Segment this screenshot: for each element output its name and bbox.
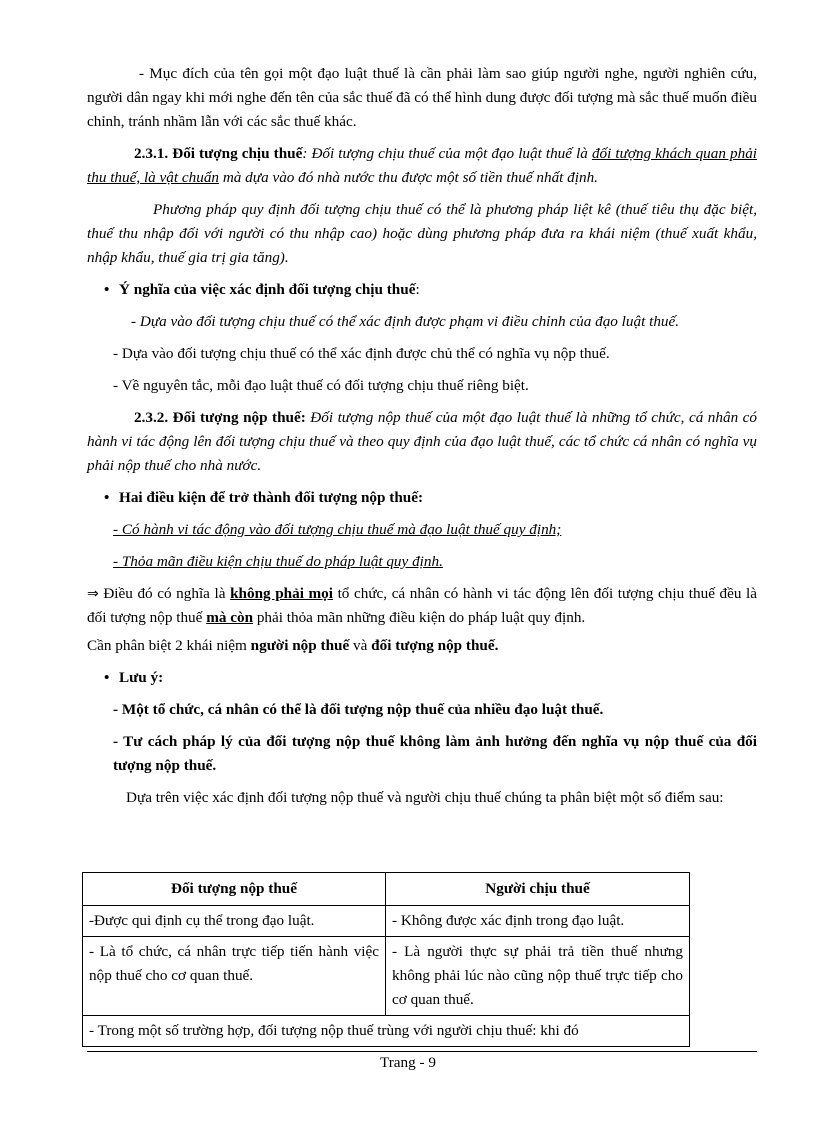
meaning-conclusion: ⇒ Điều đó có nghĩa là không phải mọi tổ chức, cá nhân có hành vi tác động lên đối tượng chịu thuế đều là đối tượng nộp thuế mà còn phải thỏa mãn những điều kiện do pháp luật quy định. xyxy=(87,585,758,626)
table-row xyxy=(83,937,690,1016)
meaning-item-1: - Dựa vào đối tượng chịu thuế có thể xác định được phạm vi điều chỉnh của đạo luật thuế. xyxy=(131,313,680,330)
meaning-item-3: - Về nguyên tắc, mỗi đạo luật thuế có đối tượng chịu thuế riêng biệt. xyxy=(113,377,529,394)
section-2-3-2: 2.3.2. Đối tượng nộp thuế: Đối tượng nộp thuế của một đạo luật thuế là những tổ chức, cá nhân có hành vi tác động lên đối tượng chịu thuế và theo quy định của đạo luật thuế, các tổ chức cá nhân có nghĩa vụ phải nộp thuế cho nhà nước. xyxy=(87,409,757,474)
table-cell: -Được qui định cụ thể trong đạo luật. xyxy=(83,906,386,937)
footer-divider xyxy=(87,1051,757,1052)
conditions-heading: • Hai điều kiện để trở thành đối tượng nộp thuế: xyxy=(104,486,757,510)
comparison-intro: Dựa trên việc xác định đối tượng nộp thuế và người chịu thuế chúng ta phân biệt một số điểm sau: xyxy=(126,789,724,806)
table-header-row xyxy=(83,873,690,906)
meaning-heading: • Ý nghĩa của việc xác định đối tượng chịu thuế: xyxy=(104,278,757,302)
distinguish-line: Cần phân biệt 2 khái niệm người nộp thuế và đối tượng nộp thuế. xyxy=(87,637,499,654)
meaning-item-2: - Dựa vào đối tượng chịu thuế có thể xác định được chủ thể có nghĩa vụ nộp thuế. xyxy=(113,345,610,362)
table-cell: - Không được xác định trong đạo luật. xyxy=(386,906,690,937)
table-cell: - Là tổ chức, cá nhân trực tiếp tiến hành việc nộp thuế cho cơ quan thuế. xyxy=(83,937,386,1016)
table-header-cell: Đối tượng nộp thuế xyxy=(83,873,386,906)
bullet-icon: • xyxy=(104,489,110,506)
comparison-table xyxy=(82,872,690,1047)
note-item-2: - Tư cách pháp lý của đối tượng nộp thuế không làm ảnh hưởng đến nghĩa vụ nộp thuế của đối tượng nộp thuế. xyxy=(113,733,757,774)
table-cell: - Là người thực sự phải trả tiền thuế nhưng không phải lúc nào cũng nộp thuế trực tiếp cho cơ quan thuế. xyxy=(386,937,690,1016)
page-number: Trang - 9 xyxy=(380,1054,436,1071)
table-header-cell: Người chịu thuế xyxy=(386,873,690,906)
implies-arrow-icon: ⇒ xyxy=(87,586,99,602)
condition-1: - Có hành vi tác động vào đối tượng chịu thuế mà đạo luật thuế quy định; xyxy=(113,521,562,538)
table-cell: - Trong một số trường hợp, đối tượng nộp thuế trùng với người chịu thuế: khi đó xyxy=(83,1016,690,1047)
objective-object-underlined: đối tượng khách quan phải thu thuế, là vật chuẩn xyxy=(87,145,758,186)
bullet-icon: • xyxy=(104,281,110,298)
section-2-3-1: 2.3.1. Đối tượng chịu thuế: Đối tượng chịu thuế của một đạo luật thuế là đối tượng khách quan phải thu thuế, là vật chuẩn mà dựa vào đó nhà nước thu được một số tiền thuế nhất định. xyxy=(87,145,758,186)
table-row xyxy=(83,1016,690,1047)
section-2-3-2-heading: 2.3.2. Đối tượng nộp thuế: xyxy=(134,409,306,426)
document-body xyxy=(87,62,757,810)
condition-2: - Thỏa mãn điều kiện chịu thuế do pháp luật quy định. xyxy=(113,553,443,570)
note-heading: • Lưu ý: xyxy=(104,666,757,690)
bullet-icon: • xyxy=(104,669,110,686)
method-paragraph: Phương pháp quy định đối tượng chịu thuế có thể là phương pháp liệt kê (thuế tiêu thụ đặc biệt, thuế thu nhập đối với người có thu nhập cao) hoặc dùng phương pháp đưa ra khái niệm (thuế xuất khẩu, nhập khẩu, thuế gia trị gia tăng). xyxy=(87,201,757,266)
note-item-1: - Một tổ chức, cá nhân có thể là đối tượng nộp thuế của nhiều đạo luật thuế. xyxy=(113,701,604,718)
purpose-paragraph: - Mục đích của tên gọi một đạo luật thuế là cần phải làm sao giúp người nghe, người nghiên cứu, người dân ngay khi mới nghe đến tên của sắc thuế đã có thể hình dung được đối tượng mà sắc thuế muốn điều chỉnh, tránh nhầm lẫn với các sắc thuế khác. xyxy=(87,65,757,130)
section-2-3-1-heading: 2.3.1. Đối tượng chịu thuế xyxy=(134,145,303,162)
table-row xyxy=(83,906,690,937)
